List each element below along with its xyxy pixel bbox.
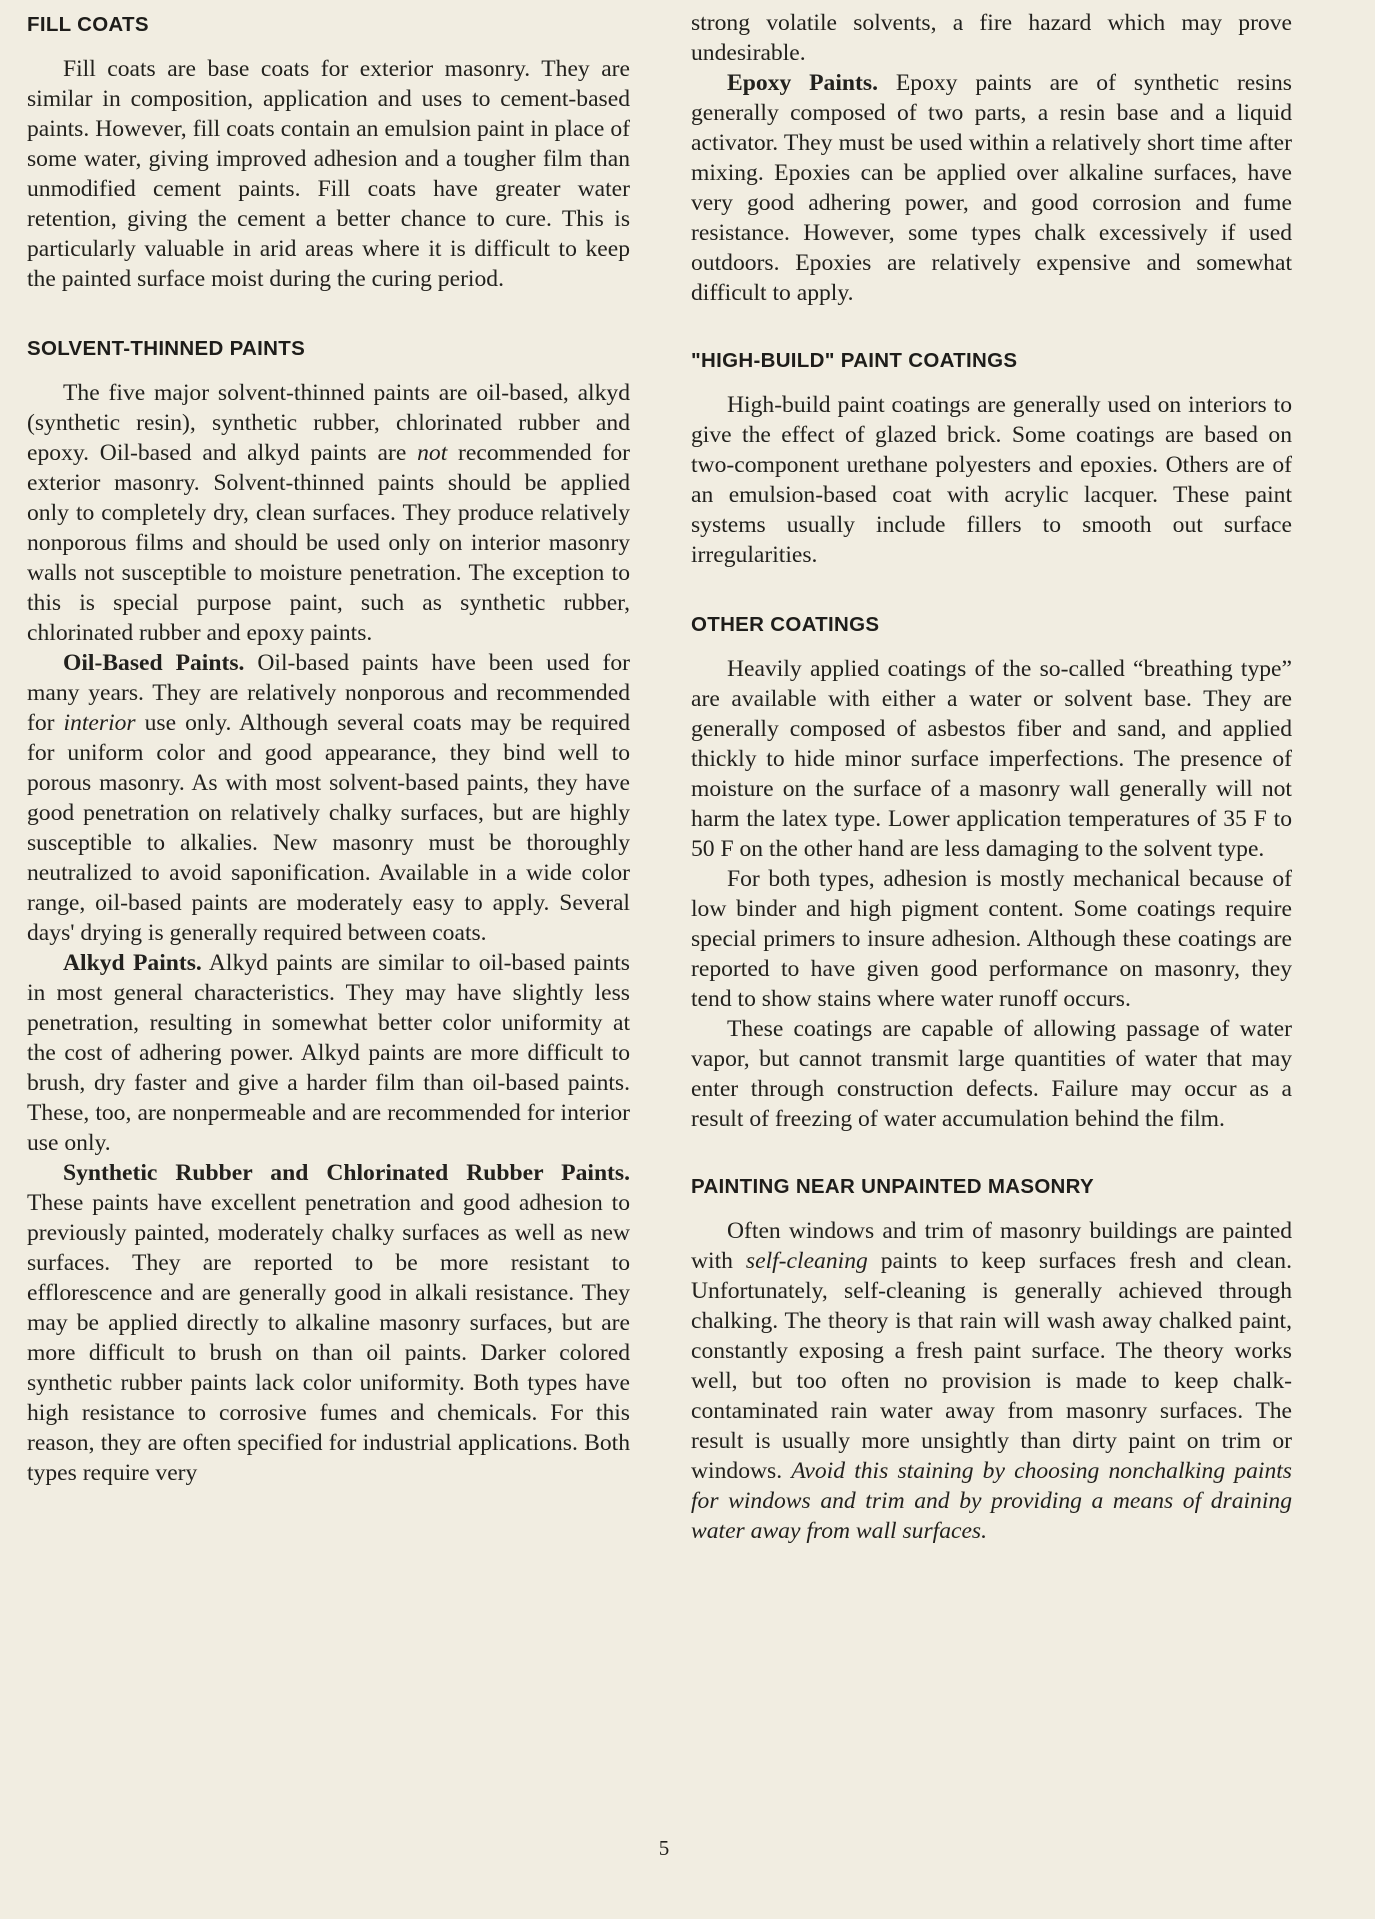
left-column: [27, 8, 630, 1488]
emphasis-self-cleaning: self-cleaning: [745, 1248, 868, 1274]
alkyd-paints-paragraph: Alkyd Paints. Alkyd paints are similar to oil-based paints in most general characteristics. They may have slightly less penetration, resulting in somewhat better color uniformity at the cost of adhering power. Alkyd paints are more difficult to brush, dry faster and give a harder film than oil-based paints. These, too, are nonpermeable and are recommended for interior use only.: [27, 950, 630, 1156]
heading-painting-near-unpainted: PAINTING NEAR UNPAINTED MASONRY: [691, 1175, 1094, 1198]
epoxy-paints-paragraph: Epoxy Paints. Epoxy paints are of synthetic resins generally composed of two parts, a resin base and a liquid activator. They must be used within a relatively short time after mixing. Epoxies can be applied over alkaline surfaces, have very good adhering power, and good corrosion and fume resistance. However, some types chalk excessively if used outdoors. Epoxies are relatively expensive and somewhat difficult to apply.: [691, 70, 1292, 306]
other-coatings-paragraph-3: These coatings are capable of allowing passage of water vapor, but cannot transmit large quantities of water that may enter through construction defects. Failure may occur as a result of freezing of water accumulation behind the film.: [691, 1016, 1292, 1132]
emphasis-interior: interior: [63, 710, 136, 736]
oil-based-runin: Oil-Based Paints.: [63, 650, 245, 676]
right-column: [691, 8, 1292, 1546]
heading-solvent-thinned-paints: SOLVENT-THINNED PAINTS: [27, 337, 306, 360]
emphasis-not: not: [417, 440, 448, 466]
heading-other-coatings: OTHER COATINGS: [691, 613, 880, 636]
emphasis-avoid-staining: Avoid this staining by choosing nonchalking paints for windows and trim and by providing a means of draining water away from wall surfaces.: [691, 1458, 1292, 1544]
other-coatings-paragraph-2: For both types, adhesion is mostly mechanical because of low binder and high pigment content. Some coatings require special primers to insure adhesion. Although these coatings are reported to have given good performance on masonry, they tend to show stains where water runoff occurs.: [691, 866, 1292, 1012]
heading-high-build: "HIGH-BUILD" PAINT COATINGS: [691, 349, 1018, 372]
solvent-thinned-paragraph: The five major solvent-thinned paints are oil-based, alkyd (synthetic resin), synthetic rubber, chlorinated rubber and epoxy. Oil-based and alkyd paints are not recommended for exterior masonry. Solvent-thinned paints should be applied only to completely dry, clean surfaces. They produce relatively nonporous films and should be used only on interior masonry walls not susceptible to moisture penetration. The exception to this is special purpose paint, such as synthetic rubber, chlorinated rubber and epoxy paints.: [27, 380, 630, 646]
epoxy-runin: Epoxy Paints.: [727, 70, 878, 96]
alkyd-runin: Alkyd Paints.: [63, 950, 202, 976]
oil-based-paints-paragraph: Oil-Based Paints. Oil-based paints have been used for many years. They are relatively nonporous and recommended for interior use only. Although several coats may be required for uniform color and good appearance, they bind well to porous masonry. As with most solvent-based paints, they have good penetration on relatively chalky surfaces, but are highly susceptible to alkalies. New masonry must be thoroughly neutralized to avoid saponification. Available in a wide color range, oil-based paints are moderately easy to apply. Several days' drying is generally required between coats.: [27, 650, 630, 946]
continued-paragraph: strong volatile solvents, a fire hazard which may prove undesirable.: [691, 10, 1292, 66]
heading-fill-coats: FILL COATS: [27, 13, 149, 36]
painting-near-unpainted-paragraph: Often windows and trim of masonry buildings are painted with self-cleaning paints to keep surfaces fresh and clean. Unfortunately, self-cleaning is generally achieved through chalking. The theory is that rain will wash away chalked paint, constantly exposing a fresh paint surface. The theory works well, but too often no provision is made to keep chalk-contaminated rain water away from masonry surfaces. The result is usually more unsightly than dirty paint on trim or windows. Avoid this staining by choosing nonchalking paints for windows and trim and by providing a means of draining water away from wall surfaces.: [691, 1218, 1292, 1544]
synthetic-rubber-runin: Synthetic Rubber and Chlorinated Rubber Paints.: [63, 1160, 630, 1186]
high-build-paragraph: High-build paint coatings are generally used on interiors to give the effect of glazed brick. Some coatings are based on two-component urethane polyesters and epoxies. Others are of an emulsion-based coat with acrylic lacquer. These paint systems usually include fillers to smooth out surface irregularities.: [691, 392, 1292, 568]
synthetic-rubber-paragraph: Synthetic Rubber and Chlorinated Rubber Paints. These paints have excellent penetration and good adhesion to previously painted, moderately chalky surfaces as well as new surfaces. They are reported to be more resistant to efflorescence and are generally good in alkali resistance. They may be applied directly to alkaline masonry surfaces, but are more difficult to brush on than oil paints. Darker colored synthetic rubber paints lack color uniformity. Both types have high resistance to corrosive fumes and chemicals. For this reason, they are often specified for industrial applications. Both types require very: [27, 1160, 630, 1486]
page-number: 5: [658, 1836, 670, 1860]
fill-coats-paragraph: Fill coats are base coats for exterior masonry. They are similar in composition, application and uses to cement-based paints. However, fill coats contain an emulsion paint in place of some water, giving improved adhesion and a tougher film than unmodified cement paints. Fill coats have greater water retention, giving the cement a better chance to cure. This is particularly valuable in arid areas where it is difficult to keep the painted surface moist during the curing period.: [27, 56, 630, 292]
other-coatings-paragraph-1: Heavily applied coatings of the so-called “breathing type” are available with either a water or solvent base. They are generally composed of asbestos fiber and sand, and applied thickly to hide minor surface imperfections. The presence of moisture on the surface of a masonry wall generally will not harm the latex type. Lower application temperatures of 35 F to 50 F on the other hand are less damaging to the solvent type.: [691, 656, 1292, 862]
